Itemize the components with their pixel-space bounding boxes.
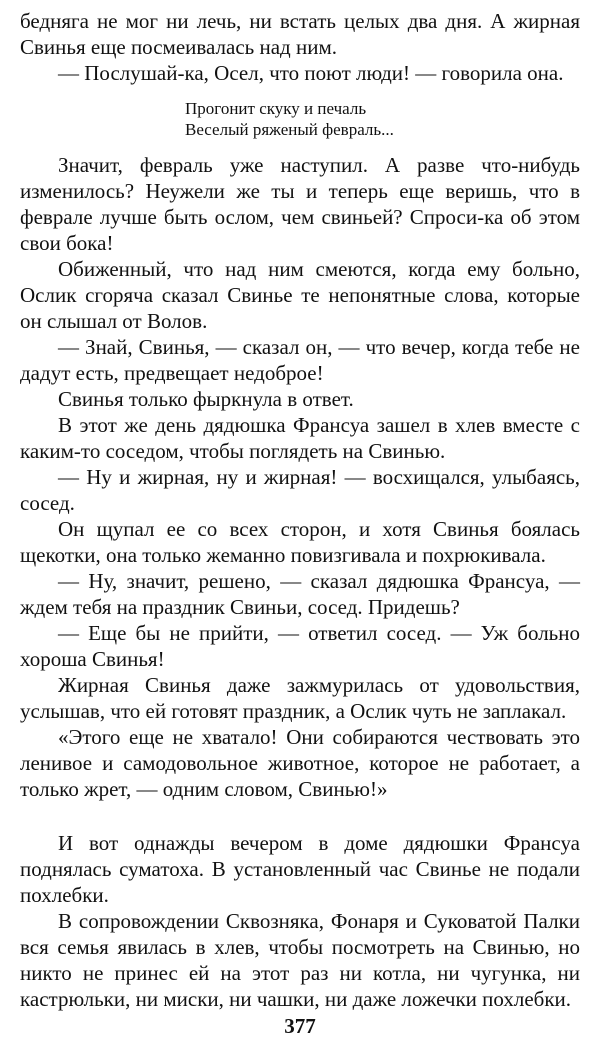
paragraph: Свинья только фыркнула в ответ. — [58, 387, 354, 411]
paragraph: И вот однажды вечером в доме дядюшки Франсуа поднялась суматоха. В установленный час Свинье не подали похлебки. — [20, 831, 580, 907]
page-body — [20, 8, 580, 1012]
paragraph: — Ну и жирная, ну и жирная! — восхищался, улыбаясь, сосед. — [20, 465, 580, 515]
paragraph: — Ну, значит, решено, — сказал дядюшка Франсуа, — ждем тебя на праздник Свиньи, сосед. Придешь? — [20, 569, 580, 619]
paragraph: — Знай, Свинья, — сказал он, — что вечер, когда тебе не дадут есть, предвещает недоброе! — [20, 335, 580, 385]
paragraph: Жирная Свинья даже зажмурилась от удовольствия, услышав, что ей готовят праздник, а Ослик чуть не заплакал. — [20, 673, 580, 723]
poem-line: Прогонит скуку и печаль — [185, 99, 367, 118]
paragraph: — Послушай-ка, Осел, что поют люди! — говорила она. — [58, 61, 564, 85]
paragraph: В этот же день дядюшка Франсуа зашел в хлев вместе с каким-то соседом, чтобы поглядеть на Свинью. — [20, 413, 580, 463]
paragraph: бедняга не мог ни лечь, ни встать целых два дня. А жирная Свинья еще посмеивалась над ним. — [20, 9, 580, 59]
paragraph: Значит, февраль уже наступил. А разве что-нибудь изменилось? Неужели же ты и теперь еще веришь, что в феврале лучше быть ослом, чем свиньей? Спроси-ка об этом свои бока! — [20, 153, 580, 255]
poem-block — [185, 98, 580, 140]
section-break — [20, 802, 580, 830]
page-number: 377 — [284, 1014, 316, 1038]
paragraph: Обиженный, что над ним смеются, когда ему больно, Ослик сгоряча сказал Свинье те непонятные слова, которые он слышал от Волов. — [20, 257, 580, 333]
paragraph: В сопровождении Сквозняка, Фонаря и Суковатой Палки вся семья явилась в хлев, чтобы посмотреть на Свинью, но никто не принес ей на этот раз ни котла, ни чугунка, ни кастрюльки, ни миски, ни чашки, ни даже ложечки похлебки. — [20, 909, 580, 1011]
paragraph: «Этого еще не хватало! Они собираются чествовать это ленивое и самодовольное животное, которое не работает, а только жрет, — одним словом, Свинью!» — [20, 725, 580, 801]
paragraph: Он щупал ее со всех сторон, и хотя Свинья боялась щекотки, она только жеманно повизгивала и похрюкивала. — [20, 517, 580, 567]
poem-line: Веселый ряженый февраль... — [185, 120, 394, 139]
paragraph: — Еще бы не прийти, — ответил сосед. — Уж больно хороша Свинья! — [20, 621, 580, 671]
